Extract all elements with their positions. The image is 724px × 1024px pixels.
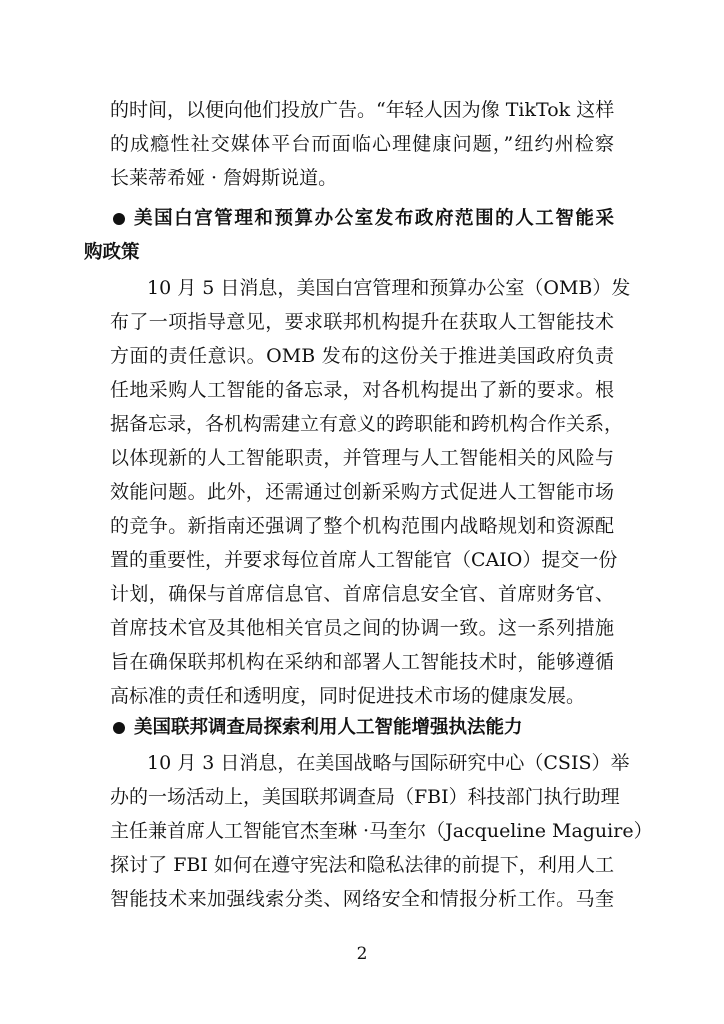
section-1-line-10: 计划，确保与首席信息官、首席信息安全官、首席财务官、	[110, 583, 614, 605]
section-1-line-11: 首席技术官及其他相关官员之间的协调一致。这一系列措施	[110, 617, 614, 639]
intro-line-1: 的时间，以便向他们投放广告。“年轻人因为像 TikTok 这样	[110, 99, 615, 121]
intro-line-2: 的成瘾性社交媒体平台而面临心理健康问题，”纽约州检察	[110, 133, 614, 155]
section-1-line-5: 据备忘录，各机构需建立有意义的跨职能和跨机构合作关系，	[110, 413, 624, 435]
section-2-line-5: 智能技术来加强线索分类、网络安全和情报分析工作。马奎	[110, 888, 614, 910]
bullet-icon	[113, 213, 125, 225]
section-1-line-1: 10 月 5 日消息，美国白宫管理和预算办公室（OMB）发	[147, 277, 631, 299]
section-1-heading-line-2: 购政策	[84, 242, 140, 263]
section-1-line-13: 高标准的责任和透明度，同时促进技术市场的健康发展。	[110, 685, 586, 707]
section-2-line-4: 探讨了 FBI 如何在遵守宪法和隐私法律的前提下，利用人工	[110, 854, 614, 876]
page-number: 2	[356, 944, 368, 964]
intro-line-3: 长莱蒂希娅 · 詹姆斯说道。	[110, 167, 338, 189]
section-2-line-2: 办的一场活动上，美国联邦调查局（FBI）科技部门执行助理	[110, 786, 620, 808]
section-1-line-7: 效能问题。此外，还需通过创新采购方式促进人工智能市场	[110, 481, 614, 503]
section-1-line-12: 旨在确保联邦机构在采纳和部署人工智能技术时，能够遵循	[110, 651, 614, 673]
section-1-line-8: 的竞争。新指南还强调了整个机构范围内战略规划和资源配	[110, 515, 614, 537]
section-2-line-1: 10 月 3 日消息，在美国战略与国际研究中心（CSIS）举	[147, 752, 630, 774]
section-1-line-9: 置的重要性，并要求每位首席人工智能官（CAIO）提交一份	[110, 549, 618, 571]
section-1-line-6: 以体现新的人工智能职责，并管理与人工智能相关的风险与	[110, 447, 614, 469]
section-1-heading-line-1: 美国白宫管理和预算办公室发布政府范围的人工智能采	[134, 208, 614, 229]
section-1-line-4: 任地采购人工智能的备忘录，对各机构提出了新的要求。根	[110, 379, 614, 401]
section-1-line-3: 方面的责任意识。OMB 发布的这份关于推进美国政府负责	[110, 345, 614, 367]
bullet-icon	[113, 722, 125, 734]
section-2-heading-line-1: 美国联邦调查局探索利用人工智能增强执法能力	[134, 717, 523, 738]
section-2-line-3: 主任兼首席人工智能官杰奎琳 ·马奎尔（Jacqueline Maguire）	[110, 820, 653, 842]
section-1-line-2: 布了一项指导意见，要求联邦机构提升在获取人工智能技术	[110, 311, 614, 333]
